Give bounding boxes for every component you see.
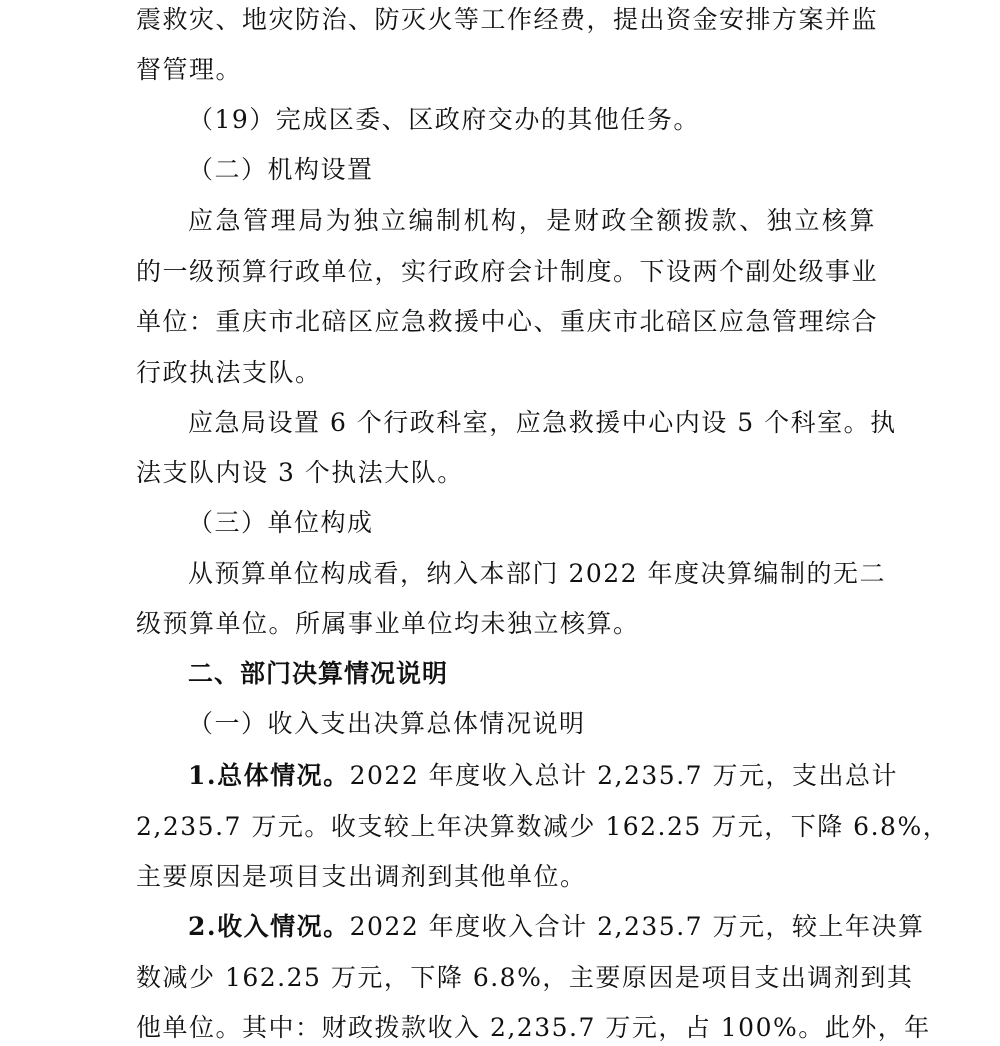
section-heading-final-accounts: 二、部门决算情况说明 (188, 659, 449, 688)
paragraph-line: 他单位。其中：财政拨款收入 2,235.7 万元，占 100%。此外，年 (136, 1013, 931, 1042)
subsection-heading-income-expenditure: （一）收入支出决算总体情况说明 (188, 709, 586, 738)
paragraph-line: 督管理。 (136, 55, 243, 84)
paragraph-line: 单位：重庆市北碚区应急救援中心、重庆市北碚区应急管理综合 (136, 307, 879, 336)
section-heading-unit-composition: （三）单位构成 (188, 508, 374, 537)
paragraph-line: 行政执法支队。 (136, 358, 322, 387)
paragraph-line: 主要原因是项目支出调剂到其他单位。 (136, 862, 587, 891)
income-situation-text: 2022 年度收入合计 2,235.7 万元，较上年决算 (349, 912, 925, 941)
paragraph-line: 法支队内设 3 个执法大队。 (136, 458, 464, 487)
paragraph-line: 应急管理局为独立编制机构，是财政全额拨款、独立核算 (188, 206, 876, 235)
overall-situation-label: 1.总体情况。 (188, 761, 350, 790)
overall-situation-text: 2022 年度收入总计 2,235.7 万元，支出总计 (349, 761, 898, 790)
paragraph-line: 从预算单位构成看，纳入本部门 2022 年度决算编制的无二 (188, 559, 887, 588)
list-item-19: （19）完成区委、区政府交办的其他任务。 (188, 105, 700, 134)
income-situation-label: 2.收入情况。 (188, 912, 350, 941)
section-heading-institution-setup: （二）机构设置 (188, 155, 374, 184)
paragraph-line: 级预算单位。所属事业单位均未独立核算。 (136, 609, 640, 638)
paragraph-line: 震救灾、地灾防治、防灭火等工作经费，提出资金安排方案并监 (136, 5, 879, 34)
paragraph-line: 2,235.7 万元。收支较上年决算数减少 162.25 万元，下降 6.8%， (136, 812, 950, 841)
paragraph-line: 应急局设置 6 个行政科室，应急救援中心内设 5 个科室。执 (188, 408, 897, 437)
paragraph-line (188, 758, 898, 794)
paragraph-line (188, 909, 925, 945)
paragraph-line: 数减少 162.25 万元，下降 6.8%，主要原因是项目支出调剂到其 (136, 963, 914, 992)
paragraph-line: 的一级预算行政单位，实行政府会计制度。下设两个副处级事业 (136, 257, 879, 286)
